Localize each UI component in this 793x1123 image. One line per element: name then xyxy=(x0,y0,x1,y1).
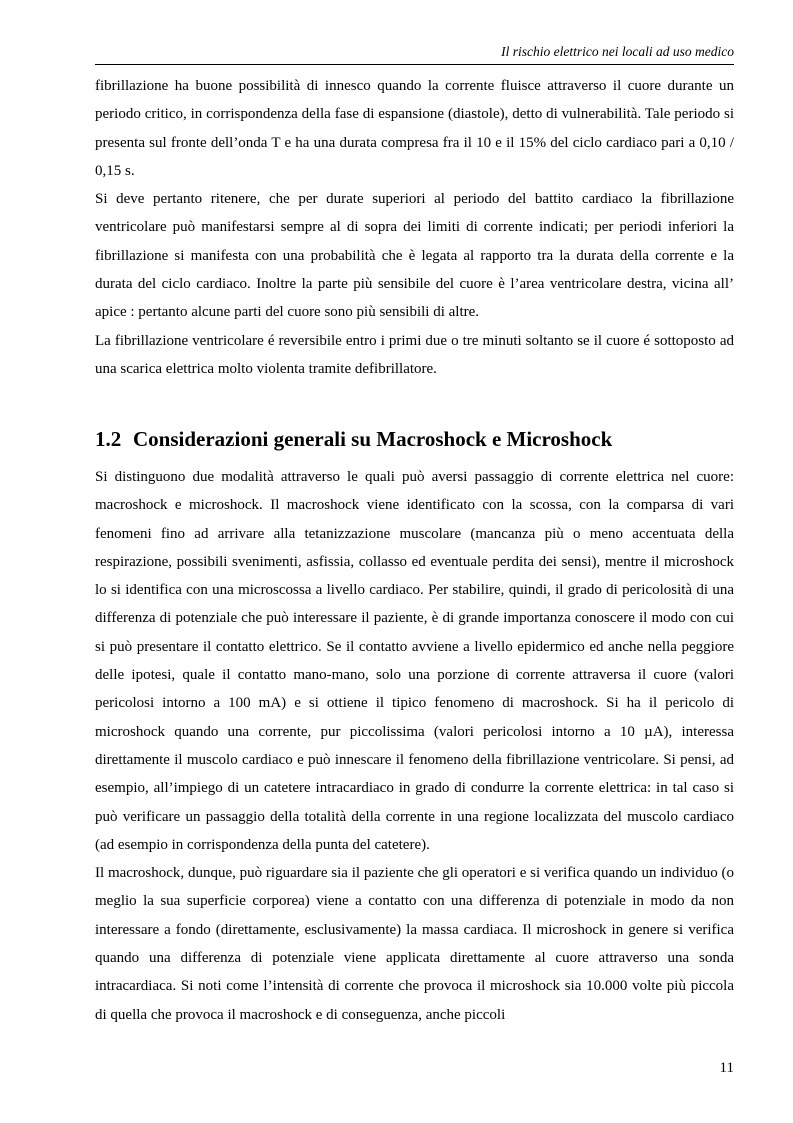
section-heading xyxy=(95,424,734,454)
section-number: 1.2 xyxy=(95,427,122,451)
section-title: Considerazioni generali su Macroshock e Microshock xyxy=(133,427,613,451)
running-header: Il rischio elettrico nei locali ad uso medico xyxy=(501,44,734,59)
intro-text xyxy=(95,72,734,383)
paragraph: fibrillazione ha buone possibilità di innesco quando la corrente fluisce attraverso il cuore durante un periodo critico, in corrispondenza della fase di espansione (diastole), detto di vulnerabilità. Tale periodo si presenta sul fronte dell’onda T e ha una durata compresa fra il 10 e il 15% del ciclo cardiaco pari a 0,10 / 0,15 s. xyxy=(95,78,734,179)
section-text xyxy=(95,463,734,1029)
page-number: 11 xyxy=(719,1060,734,1076)
paragraph: Si deve pertanto ritenere, che per durate superiori al periodo del battito cardiaco la fibrillazione ventricolare può manifestarsi sempre al di sopra dei limiti di corrente indicati; per periodi inferiori la fibrillazione si manifesta con una probabilità che è legata al rapporto tra la durata della corrente e la durata del ciclo cardiaco. Inoltre la parte più sensibile del cuore è l’area ventricolare destra, vicina all’ apice : pertanto alcune parti del cuore sono più sensibili di altre. xyxy=(95,191,734,321)
paragraph: Si distinguono due modalità attraverso le quali può aversi passaggio di corrente elettrica nel cuore: macroshock e microshock. Il macroshock viene identificato con la scossa, con la comparsa di vari fenomeni fino ad arrivare alla tetanizzazione muscolare (mancanza più o meno accentuata della respirazione, possibili svenimenti, asfissia, collasso ed eventuale perdita dei sensi), mentre il microshock lo si identifica con una microscossa a livello cardiaco. Per stabilire, quindi, il grado di pericolosità di una differenza di potenziale che può interessare il paziente, è di grande importanza conoscere il modo con cui si può presentare il contatto elettrico. Se il contatto avviene a livello epidermico ed anche nella peggiore delle ipotesi, quale il contatto mano-mano, solo una porzione di corrente attraversa il cuore (valori pericolosi intorno a 100 mA) e si ottiene il tipico fenomeno di macroshock. Si ha il pericolo di microshock quando una corrente, pur piccolissima (valori pericolosi intorno a 10 µA), interessa direttamente il muscolo cardiaco e può innescare il fenomeno della fibrillazione ventricolare. Si pensi, ad esempio, all’impiego di un catetere intracardiaco in grado di condurre la corrente elettrica: in tal caso si può verificare un passaggio della totalità della corrente in una regione localizzata del muscolo cardiaco (ad esempio in corrispondenza della punta del catetere). xyxy=(95,469,734,853)
header-rule xyxy=(95,64,734,65)
paragraph: La fibrillazione ventricolare é reversibile entro i primi due o tre minuti soltanto se il cuore é sottoposto ad una scarica elettrica molto violenta tramite defibrillatore. xyxy=(95,332,734,377)
paragraph: Il macroshock, dunque, può riguardare sia il paziente che gli operatori e si verifica quando un individuo (o meglio la sua superficie corporea) viene a contatto con una differenza di potenziale in modo da non interessare a fondo (direttamente, esclusivamente) la massa cardiaca. Il microshock in genere si verifica quando una differenza di potenziale viene applicata direttamente al cuore attraverso una sonda intracardiaca. Si noti come l’intensità di corrente che provoca il microshock sia 10.000 volte più piccola di quella che provoca il macroshock e di conseguenza, anche piccoli xyxy=(95,865,734,1023)
